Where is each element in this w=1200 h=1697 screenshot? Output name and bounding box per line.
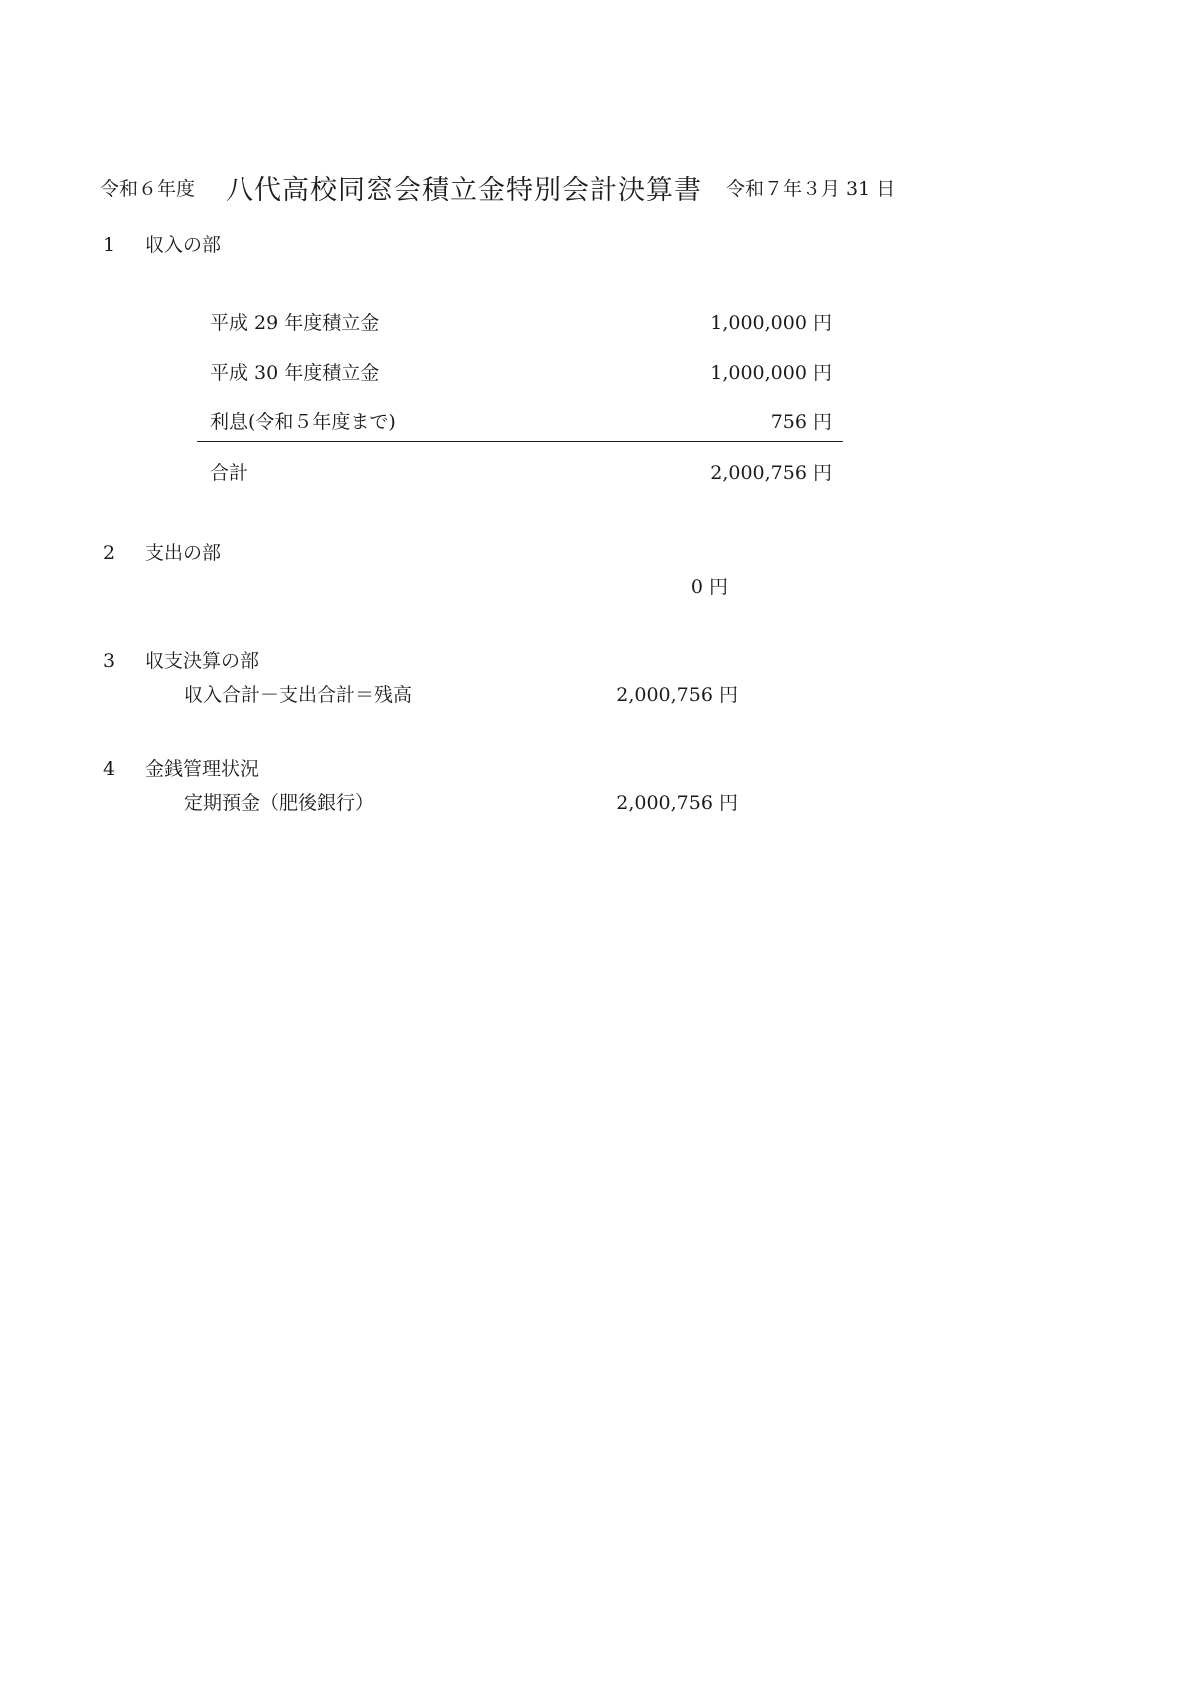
section-title: 収入の部 xyxy=(145,234,222,256)
expense-amount: 0 円 xyxy=(690,576,728,598)
balance-amount: 2,000,756 円 xyxy=(616,684,738,706)
section-expense-heading xyxy=(103,538,221,565)
income-row-label: 平成 29 年度積立金 xyxy=(210,312,380,334)
section-title: 支出の部 xyxy=(145,542,222,564)
section-balance-heading xyxy=(103,646,259,673)
fiscal-year-label: 令和６年度 xyxy=(100,178,196,200)
income-row-amount: 756 円 xyxy=(770,411,832,433)
income-row-label: 利息(令和５年度まで) xyxy=(210,411,396,433)
document-date: 令和７年３月 31 日 xyxy=(726,178,896,200)
deposit-item-label: 定期預金（肥後銀行） xyxy=(184,792,375,814)
income-row-amount: 1,000,000 円 xyxy=(710,312,832,334)
section-number: 3 xyxy=(103,650,116,672)
section-management-heading xyxy=(103,754,259,781)
deposit-amount: 2,000,756 円 xyxy=(616,792,738,814)
section-income-heading xyxy=(103,230,221,257)
document-title: 八代高校同窓会積立金特別会計決算書 xyxy=(226,175,702,206)
section-title: 収支決算の部 xyxy=(145,650,260,672)
section-title: 金銭管理状況 xyxy=(145,758,260,780)
income-total-amount: 2,000,756 円 xyxy=(710,462,832,484)
section-number: 1 xyxy=(103,234,116,256)
income-row-amount: 1,000,000 円 xyxy=(710,362,832,384)
balance-formula: 収入合計－支出合計＝残高 xyxy=(184,684,413,706)
income-row-label: 平成 30 年度積立金 xyxy=(210,362,380,384)
total-divider-line xyxy=(197,441,843,442)
section-number: 4 xyxy=(103,758,116,780)
income-total-label: 合計 xyxy=(210,462,249,484)
section-number: 2 xyxy=(103,542,116,564)
